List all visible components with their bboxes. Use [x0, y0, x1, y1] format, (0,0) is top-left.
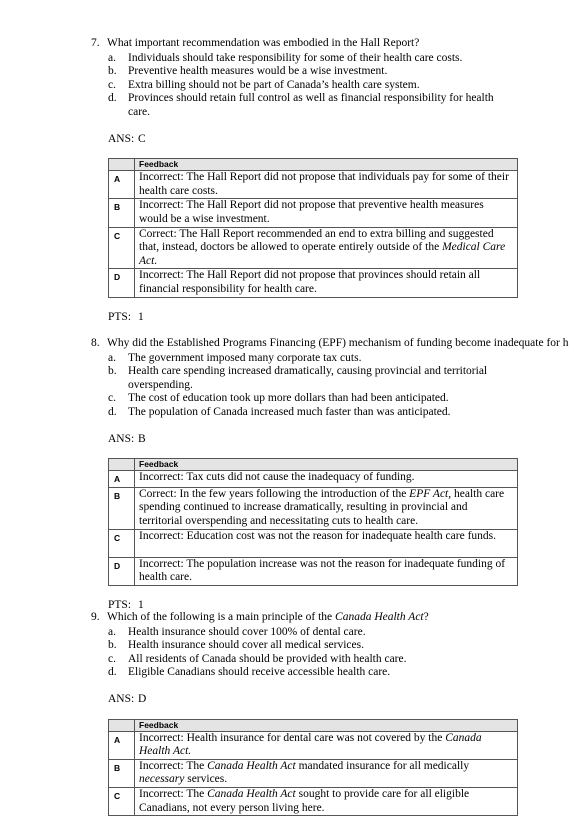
feedback-letter: A [109, 471, 135, 488]
question-number: 8. [91, 337, 100, 349]
question-number: 7. [91, 37, 100, 49]
points-label: PTS: [108, 310, 132, 323]
feedback-text: Incorrect: Health insurance for dental care was not covered by the Canada Health Act. [135, 731, 518, 759]
feedback-text: Incorrect: The Hall Report did not propose that preventive health measures would be a wise investment. [135, 199, 518, 227]
feedback-row [109, 269, 518, 297]
italic-title: EPF Act, [409, 487, 452, 500]
feedback-header-corner [109, 719, 135, 731]
option-d: d. Eligible Canadians should receive accessible health care. [108, 666, 391, 679]
feedback-text: Incorrect: The Hall Report did not propose that individuals pay for some of their health care costs. [135, 171, 518, 199]
option-list [91, 52, 578, 120]
feedback-row [109, 199, 518, 227]
option-a: a. Health insurance should cover 100% of dental care. [108, 625, 366, 638]
feedback-text: Correct: The Hall Report recommended an end to extra billing and suggested that, instead, doctors be allowed to operate entirely outside of the Medical Care Act. [135, 227, 518, 269]
question-stem [91, 337, 578, 351]
feedback-table [108, 158, 518, 297]
answer-value: C [138, 132, 146, 145]
feedback-letter: A [109, 171, 135, 199]
feedback-text: Incorrect: Education cost was not the reason for inadequate health care funds. [135, 529, 518, 557]
answer-line [91, 433, 578, 447]
feedback-letter: B [109, 199, 135, 227]
option-c: c. All residents of Canada should be provided with health care. [108, 652, 407, 665]
feedback-row [109, 731, 518, 759]
points-value: 1 [138, 598, 144, 611]
feedback-letter: C [109, 787, 135, 815]
answer-value: D [138, 692, 147, 705]
feedback-text: Incorrect: The Canada Health Act sought to provide care for all eligible Canadians, not every person living here. [135, 787, 518, 815]
italic-title: Medical Care Act. [139, 241, 506, 267]
italic-title: Canada Health Act [207, 759, 296, 772]
feedback-row [109, 529, 518, 557]
option-b: b. Health insurance should cover all medical services. [108, 639, 364, 652]
feedback-header-row [109, 719, 518, 731]
answer-value: B [138, 432, 146, 445]
feedback-header: Feedback [135, 159, 518, 171]
question-number: 9. [91, 611, 100, 623]
feedback-letter: B [109, 487, 135, 529]
question-stem [91, 611, 578, 625]
feedback-text: Incorrect: Tax cuts did not cause the inadequacy of funding. [135, 471, 518, 488]
answer-label: ANS: [108, 432, 135, 445]
feedback-letter: B [109, 759, 135, 787]
feedback-header-row [109, 159, 518, 171]
answer-label: ANS: [108, 132, 135, 145]
feedback-letter: C [109, 529, 135, 557]
italic-word: necessary [139, 773, 185, 786]
question-text: Why did the Established Programs Financing (EPF) mechanism of funding become inadequate for h [107, 337, 569, 349]
option-b: b. Health care spending increased dramatically, causing provincial and territorial overspending. [108, 365, 488, 391]
option-d: d. Provinces should retain full control as well as financial responsibility for health care. [108, 92, 494, 118]
feedback-row [109, 471, 518, 488]
italic-title: Canada Health Act [207, 787, 296, 800]
feedback-letter: C [109, 227, 135, 269]
question-text: What important recommendation was embodied in the Hall Report? [107, 37, 420, 49]
feedback-letter: D [109, 269, 135, 297]
feedback-header-corner [109, 159, 135, 171]
feedback-header: Feedback [135, 719, 518, 731]
feedback-text: Incorrect: The population increase was not the reason for inadequate funding of health care. [135, 557, 518, 585]
points-label: PTS: [108, 598, 132, 611]
feedback-row [109, 787, 518, 815]
feedback-row [109, 557, 518, 585]
feedback-text: Correct: In the few years following the introduction of the EPF Act, health care spending continued to increase dramatically, resulting in provincial and territorial overspending and necessitating cuts to health care. [135, 487, 518, 529]
question-text: Which of the following is a main principle of the Canada Health Act? [107, 611, 429, 623]
feedback-letter: D [109, 557, 135, 585]
feedback-header-row [109, 459, 518, 471]
feedback-row [109, 487, 518, 529]
question-stem [91, 37, 578, 51]
option-list [91, 352, 578, 420]
option-b: b. Preventive health measures would be a wise investment. [108, 65, 388, 78]
option-c: c. Extra billing should not be part of Canada’s health care system. [108, 78, 420, 91]
feedback-table [108, 719, 518, 817]
feedback-text: Incorrect: The Canada Health Act mandated insurance for all medically necessary services. [135, 759, 518, 787]
feedback-header-corner [109, 459, 135, 471]
option-c: c. The cost of education took up more dollars than had been anticipated. [108, 392, 449, 405]
feedback-row [109, 227, 518, 269]
feedback-row [109, 759, 518, 787]
points-line [91, 311, 578, 325]
italic-title: Canada Health Act [335, 611, 424, 623]
feedback-header: Feedback [135, 459, 518, 471]
question-8 [91, 337, 578, 612]
feedback-table [108, 458, 518, 586]
italic-title: Canada Health Act. [139, 731, 482, 758]
feedback-text: Incorrect: The Hall Report did not propose that provinces should retain all financial responsibility for health care. [135, 269, 518, 297]
question-9 [91, 611, 578, 816]
points-value: 1 [138, 310, 144, 323]
answer-line [91, 693, 578, 707]
feedback-letter: A [109, 731, 135, 759]
option-a: a. The government imposed many corporate tax cuts. [108, 351, 362, 364]
feedback-row [109, 171, 518, 199]
option-a: a. Individuals should take responsibility for some of their health care costs. [108, 51, 463, 64]
question-7 [91, 37, 578, 324]
answer-line [91, 133, 578, 147]
option-d: d. The population of Canada increased much faster than was anticipated. [108, 405, 451, 418]
option-list [91, 626, 578, 680]
answer-label: ANS: [108, 692, 135, 705]
